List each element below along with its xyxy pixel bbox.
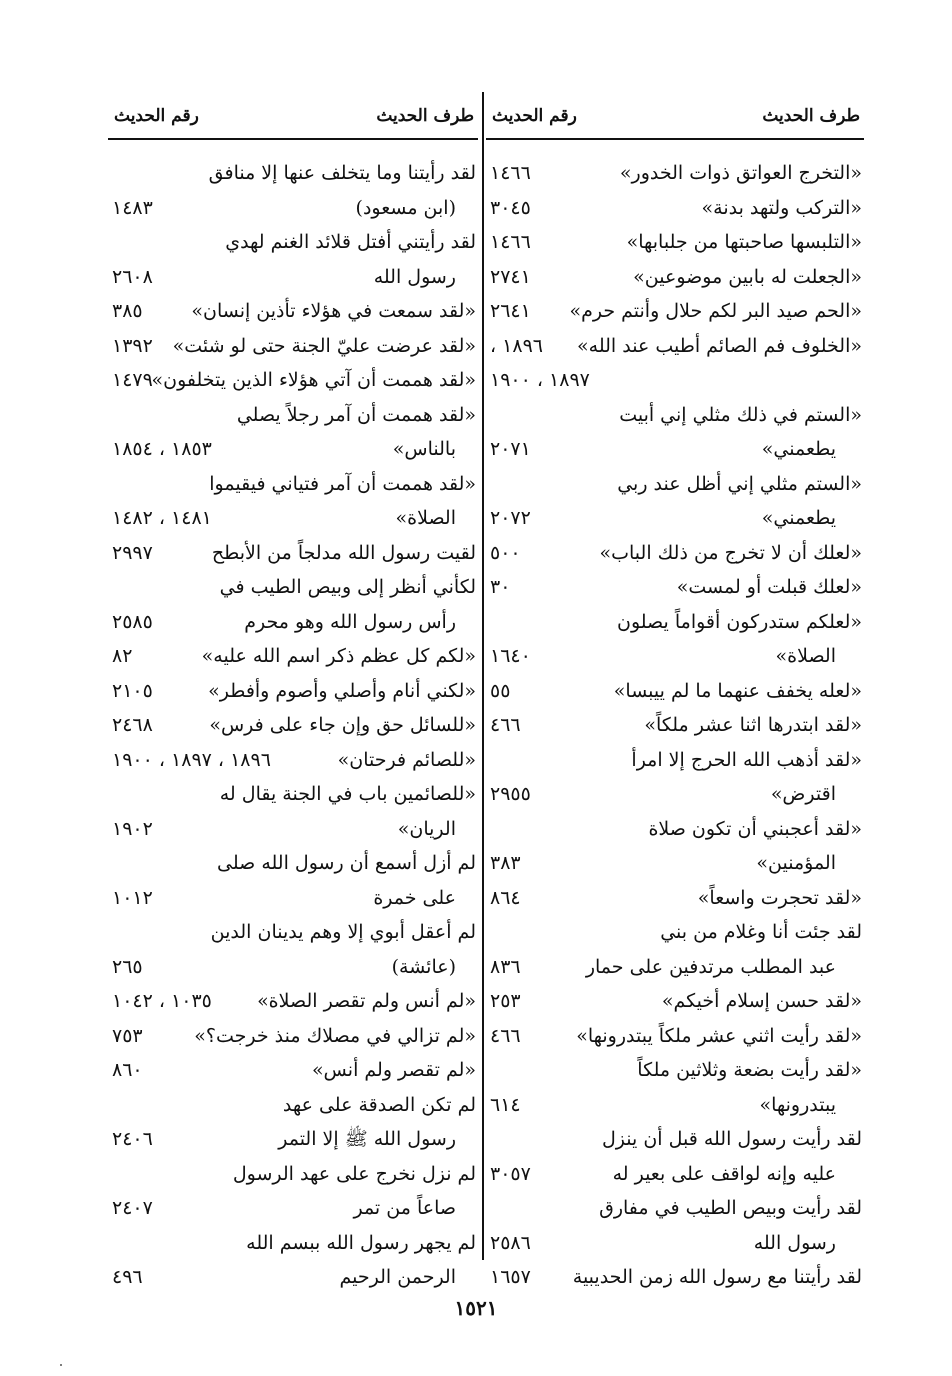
hadith-opening-text: لم تكن الصدقة على عهد — [282, 1093, 476, 1116]
hadith-number: ٢٤٠٧ — [112, 1197, 153, 1219]
hadith-opening-text: «لم تقصر ولم أنس» — [311, 1059, 476, 1081]
hadith-opening-text: بالناس» — [392, 438, 456, 460]
hadith-number: ١٠٣٥ ، ١٠٤٢ — [112, 990, 212, 1012]
hadith-number: ٢١٠٥ — [112, 679, 153, 702]
hadith-opening-text: لقد رأيت وبيص الطيب في مفارق — [599, 1197, 862, 1219]
index-row — [108, 812, 478, 847]
index-row — [486, 950, 864, 985]
index-row — [108, 570, 478, 605]
hadith-number: ١٤٦٦ — [490, 162, 531, 184]
header-number-label: رقم الحديث — [114, 106, 199, 126]
index-row — [108, 881, 478, 916]
index-row — [486, 1088, 864, 1123]
right-column — [486, 94, 864, 1295]
hadith-number: ٢٥٨٦ — [490, 1231, 531, 1254]
hadith-opening-text: «لقد هممت أن آتي هؤلاء الذين يتخلفون» — [151, 369, 476, 391]
header-title-label: طرف الحديث — [376, 106, 474, 126]
hadith-opening-text: «لقد هممت أن آمر رجلاً يصلي — [236, 403, 476, 426]
hadith-number: ٣٨٣ — [490, 852, 521, 874]
index-row — [108, 1191, 478, 1226]
hadith-number: ٣٠ — [490, 576, 511, 598]
index-row — [108, 156, 478, 191]
hadith-number: ٣٠٥٧ — [490, 1162, 531, 1185]
index-row — [486, 1122, 864, 1157]
hadith-opening-text: رأس رسول الله وهو محرم — [244, 610, 456, 633]
index-row — [486, 329, 864, 364]
hadith-opening-text: «الستم في ذلك مثلي إني أبيت — [619, 403, 862, 426]
hadith-number: ٢٩٩٧ — [112, 541, 153, 564]
hadith-opening-text: المؤمنين» — [756, 852, 836, 874]
index-row — [108, 260, 478, 295]
hadith-opening-text: يطعمني» — [761, 438, 836, 460]
hadith-opening-text: يطعمني» — [761, 507, 836, 529]
hadith-number: ٥٠٠ — [490, 541, 521, 564]
hadith-number: ١٦٥٧ — [490, 1266, 531, 1288]
hadith-number: ١٤٧٩ — [112, 369, 153, 391]
hadith-opening-text: لم أزل أسمع أن رسول الله صلى — [217, 852, 476, 874]
hadith-opening-text: «الخلوف فم الصائم أطيب عند الله» — [577, 334, 862, 357]
hadith-number: ٣٨٥ — [112, 300, 143, 322]
hadith-opening-text: الصلاة» — [395, 507, 456, 529]
hadith-opening-text: (عائشة) — [391, 955, 456, 978]
index-row — [486, 570, 864, 605]
index-row — [486, 191, 864, 226]
index-row — [486, 708, 864, 743]
hadith-number: ١٨٩٦ ، ١٨٩٧ ، ١٩٠٠ — [112, 748, 271, 771]
hadith-number: ٨٦٤ — [490, 886, 521, 909]
hadith-opening-text: لقيت رسول الله مدلجاً من الأبطح — [211, 541, 476, 564]
hadith-opening-text: «لكم كل عظم ذكر اسم الله عليه» — [201, 645, 476, 667]
index-row — [486, 363, 864, 398]
hadith-number: ٢٦٥ — [112, 955, 143, 978]
index-row — [108, 777, 478, 812]
index-row — [108, 743, 478, 778]
index-row — [108, 1053, 478, 1088]
index-row — [486, 915, 864, 950]
hadith-number: ٢٦٠٨ — [112, 265, 153, 288]
index-row — [486, 777, 864, 812]
hadith-opening-text: لقد رأيت رسول الله قبل أن ينزل — [601, 1128, 862, 1150]
hadith-opening-text: «للصائمين باب في الجنة يقال له — [219, 783, 476, 805]
index-row — [108, 467, 478, 502]
index-row — [486, 432, 864, 467]
hadith-opening-text: لقد رأيتنا وما يتخلف عنها إلا منافق — [208, 162, 476, 184]
hadith-opening-text: «لقد رأيت بضعة وثلاثين ملكاً — [637, 1059, 862, 1081]
hadith-number: ٧٥٣ — [112, 1024, 143, 1047]
hadith-opening-text: لقد رأيتنا مع رسول الله زمن الحديبية — [572, 1266, 862, 1288]
hadith-opening-text: «لقد أعجبني أن تكون صلاة — [648, 817, 862, 840]
index-row — [108, 1019, 478, 1054]
hadith-opening-text: «لقد هممت أن آمر فتياني فيقيموا — [209, 472, 476, 495]
hadith-opening-text: لم أعقل أبوي إلا وهم يدينان الدين — [210, 921, 476, 943]
hadith-opening-text: عبد المطلب مرتدفين على حمار — [585, 955, 836, 978]
hadith-number: ٢٠٧١ — [490, 438, 531, 460]
hadith-opening-text: «الستم مثلي إني أظل عند ربي — [617, 472, 862, 495]
index-row — [108, 708, 478, 743]
hadith-opening-text: «الجعلت له بابين موضوعين» — [633, 265, 862, 288]
hadith-opening-text: على خمرة — [373, 886, 456, 909]
index-row — [486, 1191, 864, 1226]
hadith-opening-text: لم نزل نخرج على عهد الرسول — [232, 1162, 476, 1185]
index-row — [486, 1053, 864, 1088]
hadith-number: ١٤٨٣ — [112, 196, 153, 219]
hadith-opening-text: «التخرج العواتق ذوات الخدور» — [619, 162, 862, 184]
index-row — [486, 260, 864, 295]
index-row — [486, 743, 864, 778]
hadith-number: ٢٤٦٨ — [112, 714, 153, 736]
index-row — [486, 881, 864, 916]
index-row — [486, 1260, 864, 1295]
hadith-number: ٢٥٣ — [490, 990, 521, 1012]
index-row — [108, 432, 478, 467]
hadith-number: ٨٢ — [112, 645, 133, 667]
index-row — [486, 225, 864, 260]
index-row — [486, 605, 864, 640]
index-row — [486, 639, 864, 674]
left-column-header — [108, 94, 478, 140]
hadith-opening-text: لكأني أنظر إلى وبيص الطيب في — [219, 576, 476, 598]
index-row — [108, 1157, 478, 1192]
hadith-opening-text: لقد رأيتني أفتل قلائد الغنم لهدي — [225, 231, 476, 253]
hadith-number: ٢٤٠٦ — [112, 1128, 153, 1150]
index-row — [486, 984, 864, 1019]
hadith-opening-text: الريان» — [397, 817, 456, 840]
hadith-number: ١٤٨١ ، ١٤٨٢ — [112, 507, 212, 529]
index-row — [108, 639, 478, 674]
hadith-number: ٦١٤ — [490, 1093, 521, 1116]
hadith-opening-text: «لقد حسن إسلام أخيكم» — [661, 990, 862, 1012]
hadith-opening-text: الصلاة» — [775, 645, 836, 667]
hadith-number: ١٣٩٢ — [112, 334, 153, 357]
right-column-rows — [486, 156, 864, 1295]
left-column — [108, 94, 478, 1295]
hadith-opening-text: «لكني أنام وأصلي وأصوم وأفطر» — [208, 679, 476, 702]
right-column-header — [486, 94, 864, 140]
hadith-number: ٢٦٤١ — [490, 300, 531, 322]
hadith-number: ٨٣٦ — [490, 955, 521, 978]
index-row — [108, 1122, 478, 1157]
index-row — [486, 846, 864, 881]
index-row — [108, 536, 478, 571]
hadith-opening-text: «الحم صيد البر لكم حلال وأنتم حرم» — [569, 300, 862, 322]
index-row — [108, 1088, 478, 1123]
hadith-opening-text: «التلبسها صاحبتها من جلبابها» — [626, 231, 862, 253]
index-row — [108, 225, 478, 260]
hadith-number: ٨٦٠ — [112, 1059, 143, 1081]
index-row — [108, 846, 478, 881]
hadith-opening-text: «لقد سمعت في هؤلاء تأذين إنسان» — [191, 300, 476, 322]
index-row — [108, 329, 478, 364]
index-row — [108, 605, 478, 640]
hadith-opening-text: رسول الله — [373, 265, 456, 288]
index-row — [108, 674, 478, 709]
index-row — [486, 536, 864, 571]
hadith-number: ٥٥ — [490, 679, 511, 702]
index-row — [486, 1226, 864, 1261]
header-title-label: طرف الحديث — [762, 106, 860, 126]
index-row — [486, 398, 864, 433]
index-row — [108, 501, 478, 536]
hadith-opening-text: لقد جئت أنا وغلام من بني — [660, 921, 862, 943]
index-row — [108, 915, 478, 950]
index-row — [486, 294, 864, 329]
hadith-opening-text: «لقد أذهب الله الحرج إلا امرأ — [631, 748, 862, 771]
hadith-opening-text: لم يجهر رسول الله ببسم الله — [246, 1231, 476, 1254]
index-row — [486, 1019, 864, 1054]
column-divider — [482, 92, 484, 1260]
hadith-number: ١٤٦٦ — [490, 231, 531, 253]
index-row — [108, 1260, 478, 1295]
hadith-number: ١٦٤٠ — [490, 645, 531, 667]
index-row — [486, 1157, 864, 1192]
index-row — [108, 950, 478, 985]
hadith-number: ٤٦٦ — [490, 1024, 521, 1047]
hadith-opening-text: «للصائم فرحتان» — [337, 748, 476, 771]
hadith-opening-text: «لم تزالي في مصلاك منذ خرجت؟» — [194, 1024, 476, 1047]
hadith-opening-text: «لعلك قبلت أو لمست» — [676, 576, 862, 598]
hadith-opening-text: «لعلكم ستدركون أقواماً يصلون — [617, 610, 862, 633]
index-row — [486, 156, 864, 191]
index-row — [108, 398, 478, 433]
hadith-opening-text: يبتدرونها» — [759, 1093, 836, 1116]
left-column-rows — [108, 156, 478, 1295]
hadith-number: ٢٠٧٢ — [490, 507, 531, 529]
hadith-opening-text: «لم أنس ولم تقصر الصلاة» — [257, 990, 476, 1012]
hadith-number: ٤٩٦ — [112, 1266, 143, 1288]
hadith-opening-text: «التركب ولتهد بدنة» — [701, 196, 862, 219]
hadith-opening-text: (ابن مسعود) — [355, 196, 456, 219]
hadith-opening-text: «للسائل حق وإن جاء على فرس» — [209, 714, 476, 736]
hadith-opening-text: الرحمن الرحيم — [339, 1266, 456, 1288]
hadith-opening-text: «لقد رأيت اثني عشر ملكاً يبتدرونها» — [576, 1024, 862, 1047]
index-row — [486, 467, 864, 502]
hadith-number: ٤٦٦ — [490, 714, 521, 736]
hadith-opening-text: «لقد عرضت عليّ الجنة حتى لو شئت» — [172, 334, 476, 357]
hadith-number: ٢٥٨٥ — [112, 610, 153, 633]
hadith-number: ١٠١٢ — [112, 886, 153, 909]
hadith-opening-text: «لعله يخفف عنهما ما لم ييبسا» — [613, 679, 862, 702]
hadith-opening-text: «لقد ابتدرها اثنا عشر ملكاً» — [644, 714, 862, 736]
index-row — [486, 674, 864, 709]
hadith-number: ٢٩٥٥ — [490, 783, 531, 805]
hadith-opening-text: «لعلك أن لا تخرج من ذلك الباب» — [599, 541, 862, 564]
hadith-number: ١٨٩٦ ، — [490, 334, 543, 357]
hadith-number: ٢٧٤١ — [490, 265, 531, 288]
hadith-number: ١٨٩٧ ، ١٩٠٠ — [490, 369, 590, 391]
hadith-opening-text: «لقد تحجرت واسعاً» — [697, 886, 862, 909]
hadith-opening-text: رسول الله ﷺ إلا التمر — [278, 1128, 456, 1150]
index-row — [486, 812, 864, 847]
hadith-opening-text: رسول الله — [753, 1231, 836, 1254]
index-row — [108, 984, 478, 1019]
scan-speck — [60, 1364, 62, 1366]
page-number: ١٥٢١ — [454, 1296, 498, 1320]
hadith-opening-text: عليه وإنه لواقف على بعير له — [612, 1162, 836, 1185]
index-row — [108, 363, 478, 398]
index-row — [108, 1226, 478, 1261]
header-number-label: رقم الحديث — [492, 106, 577, 126]
index-row — [108, 294, 478, 329]
hadith-opening-text: صاعاً من تمر — [353, 1197, 456, 1219]
index-row — [108, 191, 478, 226]
hadith-opening-text: اقترض» — [770, 783, 836, 805]
hadith-number: ٣٠٤٥ — [490, 196, 531, 219]
index-row — [486, 501, 864, 536]
hadith-number: ١٨٥٣ ، ١٨٥٤ — [112, 438, 212, 460]
hadith-number: ١٩٠٢ — [112, 817, 153, 840]
